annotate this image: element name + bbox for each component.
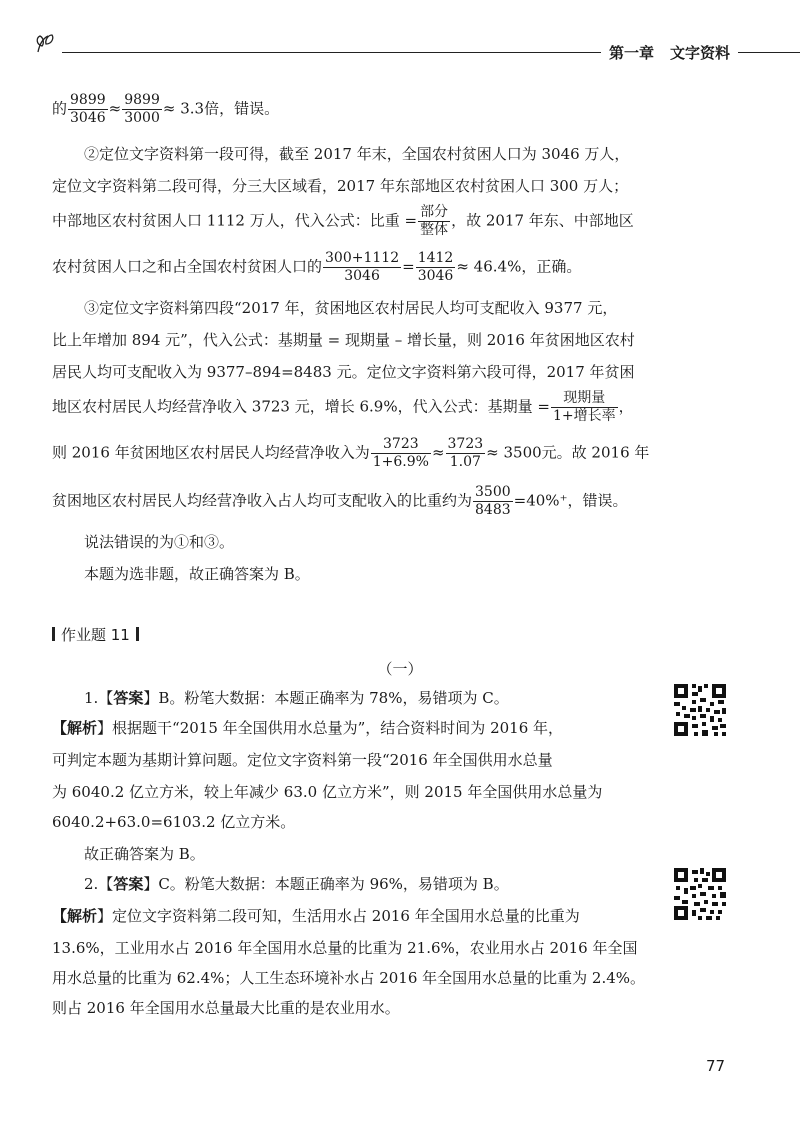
text-line: 定位文字资料第二段可得，分三大区域看，2017 年东部地区农村贫困人口 300 万人； [52, 177, 629, 195]
analysis-line: 【解析】定位文字资料第二段可知，生活用水占 2016 年全国用水总量的比重为 [52, 907, 580, 925]
answer-line: 1.【答案】B。粉笔大数据：本题正确率为 78%，易错项为 C。 [84, 689, 509, 707]
text-line-with-fraction: 中部地区农村贫困人口 1112 万人，代入公式：比重 = $\frac{\text{部分}}{\text{整体}}$ ，故 2017 年东、中部地区 [52, 204, 634, 238]
chapter-number: 第一章 [608, 44, 654, 62]
fraction: $\frac{3723}{1+6.9\%}$ [372, 436, 429, 470]
text-line-with-fraction: 农村贫困人口之和占全国农村贫困人口的 $\frac{300+1112}{3046}$ = $\frac{1412}{3046}$ ≈ 46.4%，正确。 [52, 250, 582, 284]
text-line-with-fraction: 则 2016 年贫困地区农村居民人均经营净收入为 $\frac{3723}{1+6.9\%}$ ≈ $\frac{3723}{1.07}$ ≈ 3500元。故 2016 年 [52, 436, 650, 470]
leaf-icon [34, 32, 64, 56]
text-line: 本题为选非题，故正确答案为 B。 [84, 565, 310, 583]
text-line: 可判定本题为基期计算问题。定位文字资料第一段“2016 年全国供用水总量 [52, 751, 553, 769]
chapter-heading [601, 42, 738, 63]
analysis-line: 【解析】根据题干“2015 年全国供用水总量为”，结合资料时间为 2016 年， [52, 719, 564, 737]
fraction: $\frac{3723}{1.07}$ [447, 436, 484, 470]
fraction: $\frac{1412}{3046}$ [417, 250, 454, 284]
text-line: ②定位文字资料第一段可得，截至 2017 年末，全国农村贫困人口为 3046 万人， [84, 145, 630, 163]
bracket-right-icon [136, 627, 139, 641]
page-header [34, 32, 800, 66]
text-line: 说法错误的为①和③。 [84, 533, 235, 551]
fraction: $\frac{9899}{3000}$ [124, 92, 160, 126]
subsection-heading: （一） [377, 660, 423, 678]
text-line: 比上年增加 894 元”，代入公式：基期量 = 现期量 – 增长量，则 2016 年贫困地区农村 [52, 331, 635, 349]
fraction: $\frac{\text{现期量}}{\text{1+增长率}}$ [552, 390, 616, 424]
text-line: 13.6%，工业用水占 2016 年全国用水总量的比重为 21.6%，农业用水占 2016 年全国 [52, 939, 638, 957]
bracket-left-icon [52, 627, 55, 641]
qr-code-icon[interactable] [672, 866, 728, 922]
text-line: 则占 2016 年全国用水总量最大比重的是农业用水。 [52, 999, 400, 1017]
text-line: ③定位文字资料第四段“2017 年，贫困地区农村居民人均可支配收入 9377 元， [84, 299, 618, 317]
section-heading: 作业题 11 [52, 624, 145, 645]
fraction: $\frac{3500}{8483}$ [475, 484, 511, 518]
answer-line: 2.【答案】C。粉笔大数据：本题正确率为 96%，易错项为 B。 [84, 875, 509, 893]
text-line-with-fraction: 贫困地区农村居民人均经营净收入占人均可支配收入的比重约为 $\frac{3500}{8483}$ =40%⁺，错误。 [52, 484, 628, 518]
text-line: 6040.2+63.0=6103.2 亿立方米。 [52, 813, 296, 831]
chapter-title: 文字资料 [669, 44, 730, 62]
fraction: $\frac{9899}{3046}$ [70, 92, 106, 126]
fraction: $\frac{\text{部分}}{\text{整体}}$ [420, 204, 449, 238]
para-continuation: 的 $\frac{9899}{3046}$ ≈ $\frac{9899}{3000}$ ≈ 3.3倍，错误。 [52, 92, 280, 126]
text-line: 为 6040.2 亿立方米，较上年减少 63.0 亿立方米”，则 2015 年全国供用水总量为 [52, 783, 603, 801]
qr-code-icon[interactable] [672, 682, 728, 738]
page-number: 77 [706, 1057, 726, 1075]
fraction: $\frac{300+1112}{3046}$ [325, 250, 400, 284]
text-line: 居民人均可支配收入为 9377–894=8483 元。定位文字资料第六段可得，2017 年贫困 [52, 363, 635, 381]
text-line: 故正确答案为 B。 [84, 845, 205, 863]
text-line: 用水总量的比重为 62.4%；人工生态环境补水占 2016 年全国用水总量的比重为 2.4%。 [52, 969, 646, 987]
text-line-with-fraction: 地区农村居民人均经营净收入 3723 元，增长 6.9%，代入公式：基期量 = $\frac{\text{现期量}}{\text{1+增长率}}$ ， [52, 390, 634, 424]
